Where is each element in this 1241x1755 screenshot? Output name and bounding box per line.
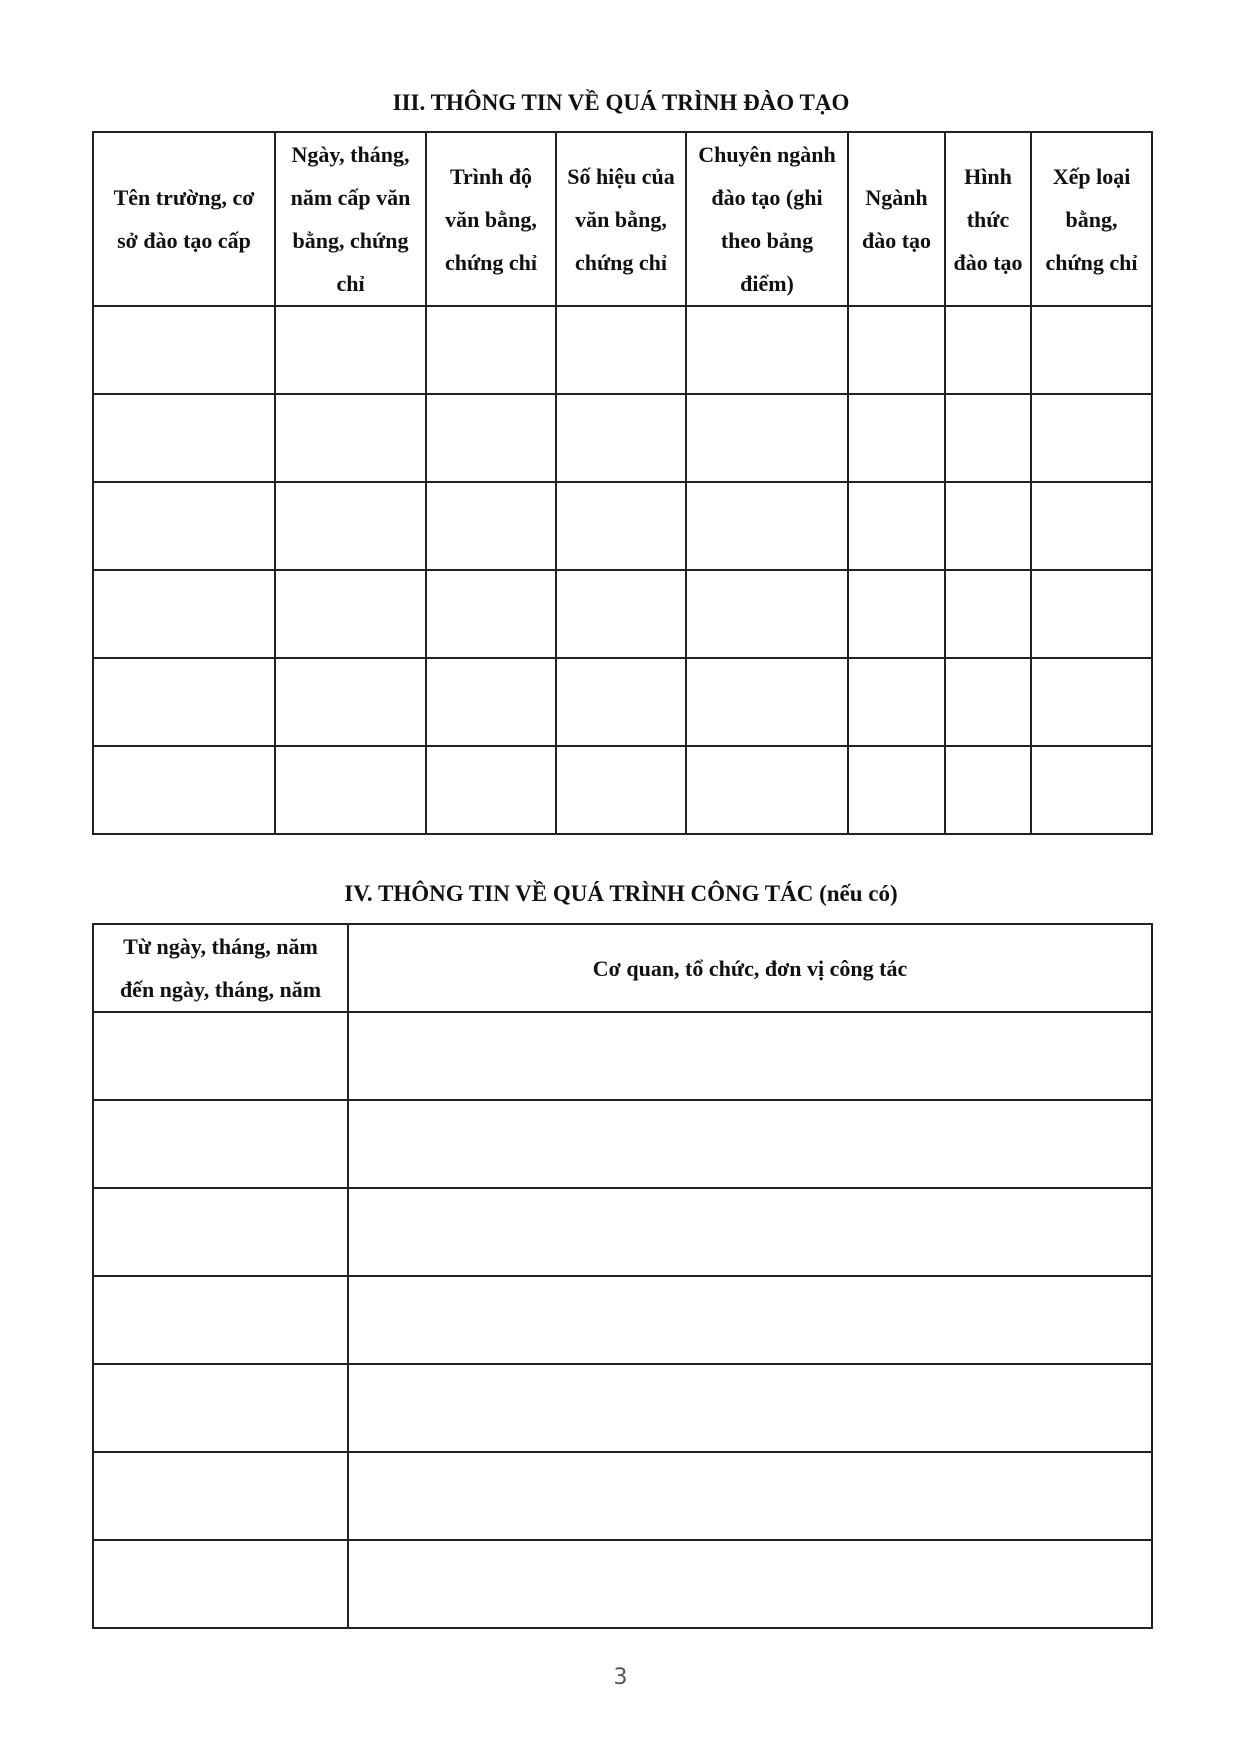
table-cell[interactable] xyxy=(348,1452,1152,1540)
table-cell[interactable] xyxy=(848,570,945,658)
table-row xyxy=(93,1188,1152,1276)
table-header-row xyxy=(93,924,1152,1012)
table-cell[interactable] xyxy=(1031,482,1152,570)
table-cell[interactable] xyxy=(686,658,848,746)
table-cell[interactable] xyxy=(945,746,1031,834)
table-cell[interactable] xyxy=(556,394,686,482)
table-row xyxy=(93,1100,1152,1188)
column-header-specialization: Chuyên ngành đào tạo (ghi theo bảng điểm) xyxy=(686,132,848,306)
table-cell[interactable] xyxy=(556,746,686,834)
table-cell[interactable] xyxy=(275,394,426,482)
table-row xyxy=(93,1364,1152,1452)
table-cell[interactable] xyxy=(426,306,556,394)
table-cell[interactable] xyxy=(426,658,556,746)
table-cell[interactable] xyxy=(686,570,848,658)
table-cell[interactable] xyxy=(275,658,426,746)
table-cell[interactable] xyxy=(426,482,556,570)
table-cell[interactable] xyxy=(93,1188,348,1276)
table-cell[interactable] xyxy=(93,394,275,482)
table-cell[interactable] xyxy=(945,658,1031,746)
table-cell[interactable] xyxy=(556,482,686,570)
column-header-issue-date: Ngày, tháng, năm cấp văn bằng, chứng chỉ xyxy=(275,132,426,306)
table-cell[interactable] xyxy=(93,1540,348,1628)
work-history-rows xyxy=(93,1012,1152,1628)
table-cell[interactable] xyxy=(93,482,275,570)
table-cell[interactable] xyxy=(1031,746,1152,834)
table-cell[interactable] xyxy=(556,658,686,746)
page-number: 3 xyxy=(613,1665,628,1690)
table-cell[interactable] xyxy=(93,1452,348,1540)
section-4-title: IV. THÔNG TIN VỀ QUÁ TRÌNH CÔNG TÁC (nếu có) xyxy=(344,881,898,906)
table-cell[interactable] xyxy=(848,746,945,834)
table-cell[interactable] xyxy=(1031,394,1152,482)
table-row xyxy=(93,1012,1152,1100)
column-header-degree-number: Số hiệu của văn bằng, chứng chỉ xyxy=(556,132,686,306)
column-header-degree-level: Trình độ văn bằng, chứng chỉ xyxy=(426,132,556,306)
table-cell[interactable] xyxy=(93,1364,348,1452)
table-cell[interactable] xyxy=(556,570,686,658)
table-cell[interactable] xyxy=(348,1540,1152,1628)
training-history-rows xyxy=(93,306,1152,834)
table-cell[interactable] xyxy=(93,1012,348,1100)
table-cell[interactable] xyxy=(426,394,556,482)
table-cell[interactable] xyxy=(348,1276,1152,1364)
table-cell[interactable] xyxy=(686,482,848,570)
table-cell[interactable] xyxy=(275,482,426,570)
table-cell[interactable] xyxy=(1031,570,1152,658)
table-row xyxy=(93,746,1152,834)
table-cell[interactable] xyxy=(848,306,945,394)
table-cell[interactable] xyxy=(426,570,556,658)
column-header-training-form: Hình thức đào tạo xyxy=(945,132,1031,306)
table-cell[interactable] xyxy=(1031,658,1152,746)
table-cell[interactable] xyxy=(275,570,426,658)
table-row xyxy=(93,1540,1152,1628)
table-cell[interactable] xyxy=(348,1012,1152,1100)
table-cell[interactable] xyxy=(426,746,556,834)
table-row xyxy=(93,1452,1152,1540)
work-history-table xyxy=(92,923,1153,1629)
section-3-title: III. THÔNG TIN VỀ QUÁ TRÌNH ĐÀO TẠO xyxy=(392,90,850,115)
table-cell[interactable] xyxy=(945,306,1031,394)
table-cell[interactable] xyxy=(848,658,945,746)
table-row xyxy=(93,570,1152,658)
table-cell[interactable] xyxy=(686,306,848,394)
column-header-organization: Cơ quan, tổ chức, đơn vị công tác xyxy=(348,924,1152,1012)
table-cell[interactable] xyxy=(275,306,426,394)
table-cell[interactable] xyxy=(93,658,275,746)
table-cell[interactable] xyxy=(945,570,1031,658)
table-cell[interactable] xyxy=(348,1364,1152,1452)
table-cell[interactable] xyxy=(93,746,275,834)
column-header-grade: Xếp loại bằng, chứng chỉ xyxy=(1031,132,1152,306)
table-cell[interactable] xyxy=(945,482,1031,570)
table-cell[interactable] xyxy=(848,394,945,482)
table-cell[interactable] xyxy=(275,746,426,834)
table-cell[interactable] xyxy=(1031,306,1152,394)
column-header-institution: Tên trường, cơ sở đào tạo cấp xyxy=(93,132,275,306)
table-row xyxy=(93,394,1152,482)
table-row xyxy=(93,1276,1152,1364)
table-cell[interactable] xyxy=(848,482,945,570)
table-cell[interactable] xyxy=(945,394,1031,482)
table-cell[interactable] xyxy=(93,1276,348,1364)
table-cell[interactable] xyxy=(93,306,275,394)
table-header-row xyxy=(93,132,1152,306)
training-history-table xyxy=(92,131,1153,835)
table-row xyxy=(93,658,1152,746)
table-cell[interactable] xyxy=(348,1100,1152,1188)
table-cell[interactable] xyxy=(556,306,686,394)
table-cell[interactable] xyxy=(686,394,848,482)
table-cell[interactable] xyxy=(93,570,275,658)
table-row xyxy=(93,482,1152,570)
table-cell[interactable] xyxy=(348,1188,1152,1276)
column-header-field: Ngành đào tạo xyxy=(848,132,945,306)
table-row xyxy=(93,306,1152,394)
column-header-period: Từ ngày, tháng, năm đến ngày, tháng, năm xyxy=(93,924,348,1012)
table-cell[interactable] xyxy=(93,1100,348,1188)
table-cell[interactable] xyxy=(686,746,848,834)
